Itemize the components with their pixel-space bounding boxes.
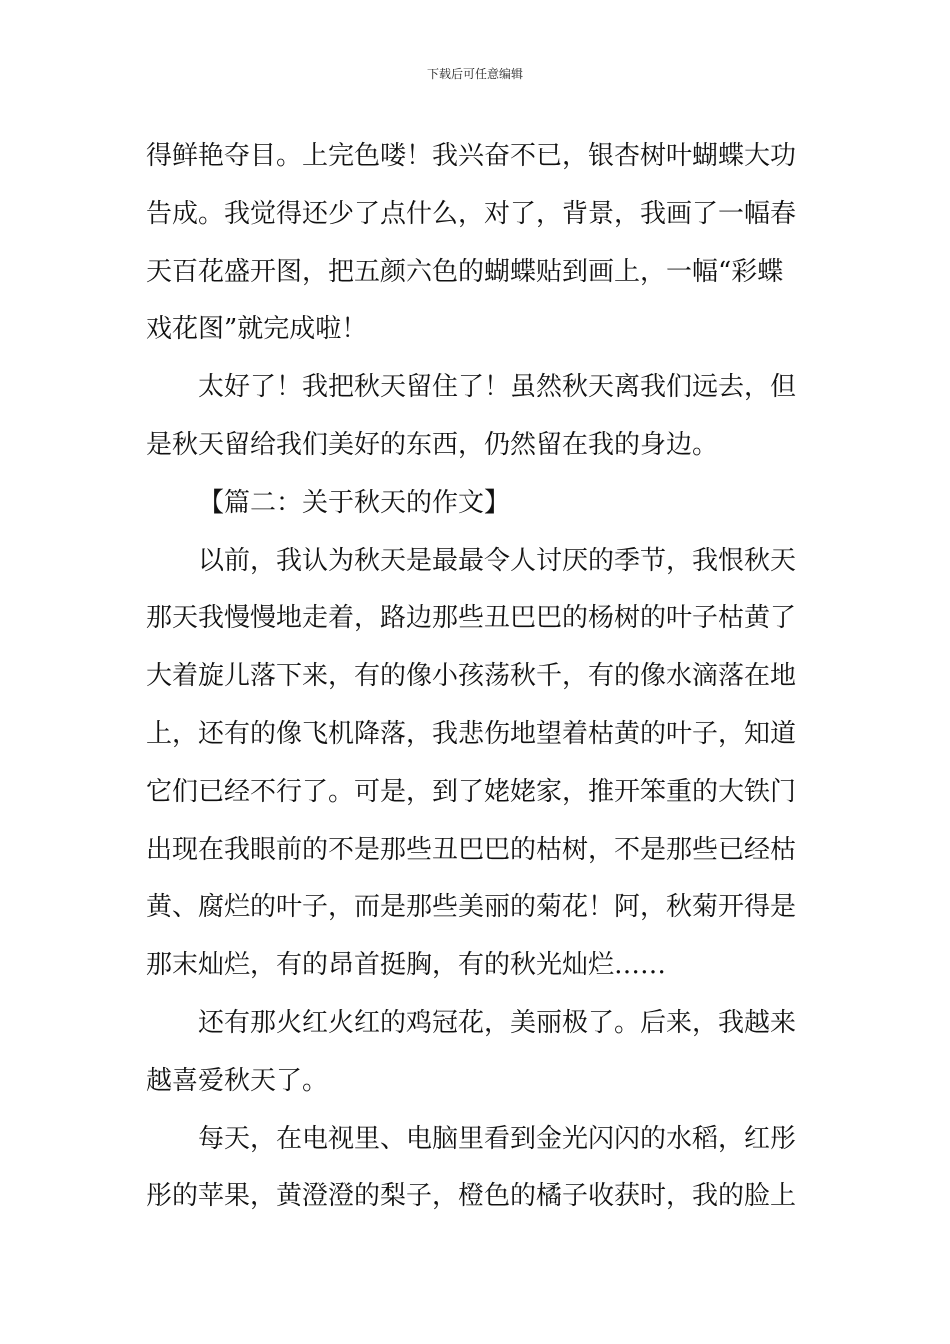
page-header: 下载后可任意编辑	[426, 67, 523, 81]
text-line: 那末灿烂，有的昂首挺胸，有的秋光灿烂……	[146, 950, 667, 981]
text-line: 以前，我认为秋天是最最令人讨厌的季节，我恨秋天	[198, 545, 797, 576]
text-line: 得鲜艳夺目。上完色喽！我兴奋不已，银杏树叶蝴蝶大功	[146, 141, 797, 171]
text-line: 越喜爱秋天了。	[146, 1065, 329, 1096]
section-heading: 【篇二：关于秋天的作文】	[198, 487, 511, 518]
text-line: 出现在我眼前的不是那些丑巴巴的枯树，不是那些已经枯	[146, 834, 797, 865]
text-line: 太好了！我把秋天留住了！虽然秋天离我们远去，但	[198, 372, 797, 403]
text-line: 告成。我觉得还少了点什么，对了，背景，我画了一幅春	[146, 198, 797, 229]
text-line: 戏花图”就完成啦！	[146, 314, 368, 345]
text-line: 每天，在电视里、电脑里看到金光闪闪的水稻，红彤	[198, 1123, 797, 1154]
text-line: 它们已经不行了。可是，到了姥姥家，推开笨重的大铁门	[146, 776, 797, 807]
text-line: 上，还有的像飞机降落，我悲伤地望着枯黄的叶子，知道	[146, 718, 797, 749]
text-line: 黄、腐烂的叶子，而是那些美丽的菊花！阿，秋菊开得是	[146, 892, 797, 923]
document-body	[146, 128, 806, 1226]
text-line: 彤的苹果，黄澄澄的梨子，橙色的橘子收获时，我的脸上	[146, 1181, 797, 1212]
text-line: 大着旋儿落下来，有的像小孩荡秋千，有的像水滴落在地	[146, 661, 797, 692]
text-line: 还有那火红火红的鸡冠花，美丽极了。后来，我越来	[198, 1007, 797, 1038]
text-line: 那天我慢慢地走着，路边那些丑巴巴的杨树的叶子枯黄了	[146, 603, 797, 634]
text-line: 是秋天留给我们美好的东西，仍然留在我的身边。	[146, 429, 719, 460]
text-line: 天百花盛开图，把五颜六色的蝴蝶贴到画上，一幅“彩蝶	[146, 256, 784, 287]
